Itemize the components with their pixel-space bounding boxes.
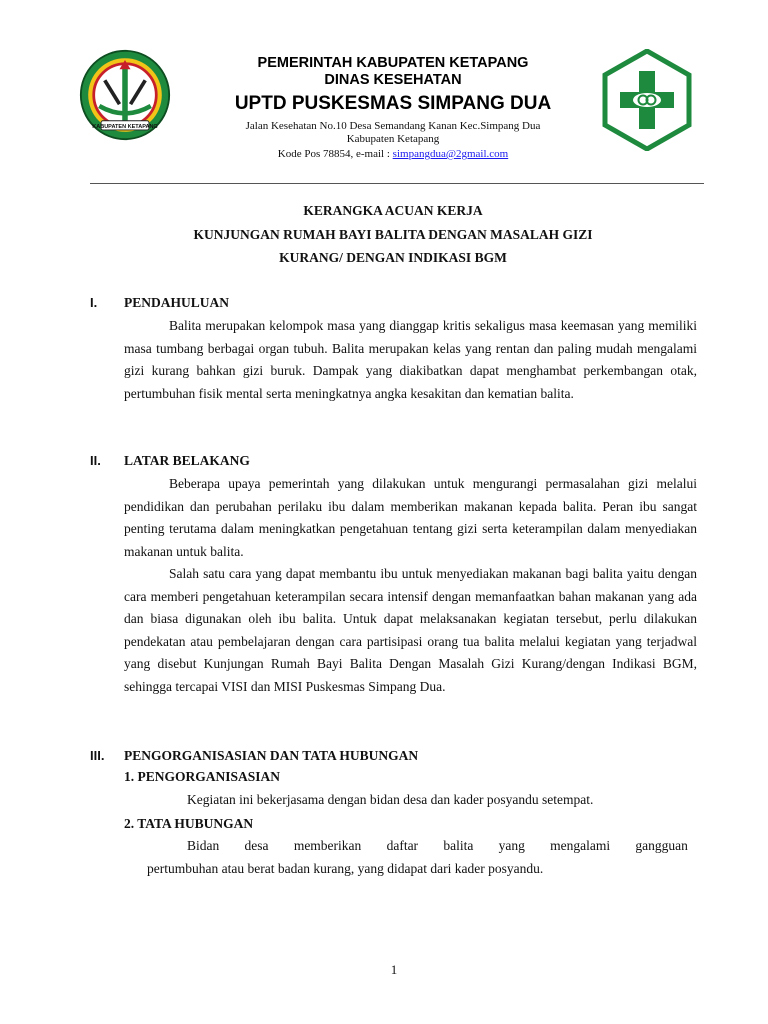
- word: mengalami: [550, 838, 611, 853]
- document-title-line-2: KUNJUNGAN RUMAH BAYI BALITA DENGAN MASALAH GIZI: [193, 227, 593, 242]
- letterhead-divider: [90, 183, 704, 184]
- section-2-paragraph-1: Beberapa upaya pemerintah yang dilakukan untuk mengurangi permasalahan gizi melalui pendidikan dan perubahan perilaku ibu dalam memberikan makanan kepada balita. Peran ibu sangat penting terutama dalam meningkatkan pengetahuan tentang gizi serta keterampilan dalam menyediakan makanan untuk balita.: [124, 476, 697, 559]
- subsection-1-text: Kegiatan ini bekerjasama dengan bidan desa dan kader posyandu setempat.: [187, 792, 594, 807]
- address-line-2: Kabupaten Ketapang: [346, 133, 440, 145]
- department-name: DINAS KESEHATAN: [324, 72, 462, 88]
- puskesmas-logo: [602, 49, 692, 151]
- section-3-number: III.: [90, 748, 105, 763]
- section-1-paragraph: Balita merupakan kelompok masa yang dianggap kritis sekaligus masa keemasan yang memiliki masa tumbang berbagai organ tubuh. Balita merupakan kelas yang rentan dan paling mudah mengalami gizi kurang bahkan gizi buruk. Dampak yang diakibatkan dapat menghambat perkembangan otak, pertumbuhan fisik mental serta meningkatnya angka kesakitan dan kematian balita.: [124, 318, 697, 401]
- postal-code-label: Kode Pos 78854, e-mail :: [277, 148, 393, 160]
- section-2-number: II.: [90, 453, 101, 468]
- document-title-line-1: KERANGKA ACUAN KERJA: [303, 203, 483, 218]
- email-link[interactable]: simpangdua@2gmail.com: [392, 148, 509, 160]
- section-2-title: LATAR BELAKANG: [124, 453, 250, 468]
- word: daftar: [386, 838, 419, 853]
- word: memberikan: [293, 838, 362, 853]
- word: balita: [443, 838, 474, 853]
- document-title-line-3: KURANG/ DENGAN INDIKASI BGM: [279, 250, 507, 265]
- page-number: 1: [390, 962, 398, 977]
- kabupaten-ketapang-emblem: [79, 49, 171, 141]
- subsection-2-text-line-1: [187, 838, 688, 854]
- subsection-2-text-line-2: pertumbuhan atau berat badan kurang, yang didapat dari kader posyandu.: [147, 861, 544, 876]
- word: yang: [498, 838, 525, 853]
- address: [190, 120, 596, 146]
- section-1-number: I.: [90, 295, 98, 310]
- word: gangguan: [635, 838, 688, 853]
- subsection-1-title: 1. PENGORGANISASIAN: [124, 769, 281, 784]
- word: Bidan: [187, 838, 220, 853]
- contact-line: [190, 148, 596, 161]
- government-name: PEMERINTAH KABUPATEN KETAPANG: [257, 55, 529, 71]
- subsection-2-title: 2. TATA HUBUNGAN: [124, 816, 254, 831]
- section-2-paragraph-2: Salah satu cara yang dapat membantu ibu untuk menyediakan makanan bagi balita yaitu dengan cara memberi pengetahuan keterampilan secara intensif dengan memanfaatkan bahan makanan yang ada dan biasa digunakan oleh ibu balita. Untuk dapat melaksanakan kegiatan tersebut, perlu dilakukan pendekatan atau pembelajaran dengan cara partisipasi orang tua balita melalui kegiatan yang terjadwal yang disebut Kunjungan Rumah Bayi Balita Dengan Masalah Gizi Kurang/dengan Indikasi BGM, sehingga tercapai VISI dan MISI Puskesmas Simpang Dua.: [124, 566, 697, 694]
- word: desa: [244, 838, 269, 853]
- letterhead: [190, 55, 596, 161]
- section-1-title: PENDAHULUAN: [124, 295, 230, 310]
- address-line-1: Jalan Kesehatan No.10 Desa Semandang Kanan Kec.Simpang Dua: [245, 120, 541, 132]
- svg-text:KABUPATEN KETAPANG: KABUPATEN KETAPANG: [92, 124, 158, 131]
- section-3-title: PENGORGANISASIAN DAN TATA HUBUNGAN: [124, 748, 419, 763]
- institution-name: UPTD PUSKESMAS SIMPANG DUA: [234, 93, 552, 114]
